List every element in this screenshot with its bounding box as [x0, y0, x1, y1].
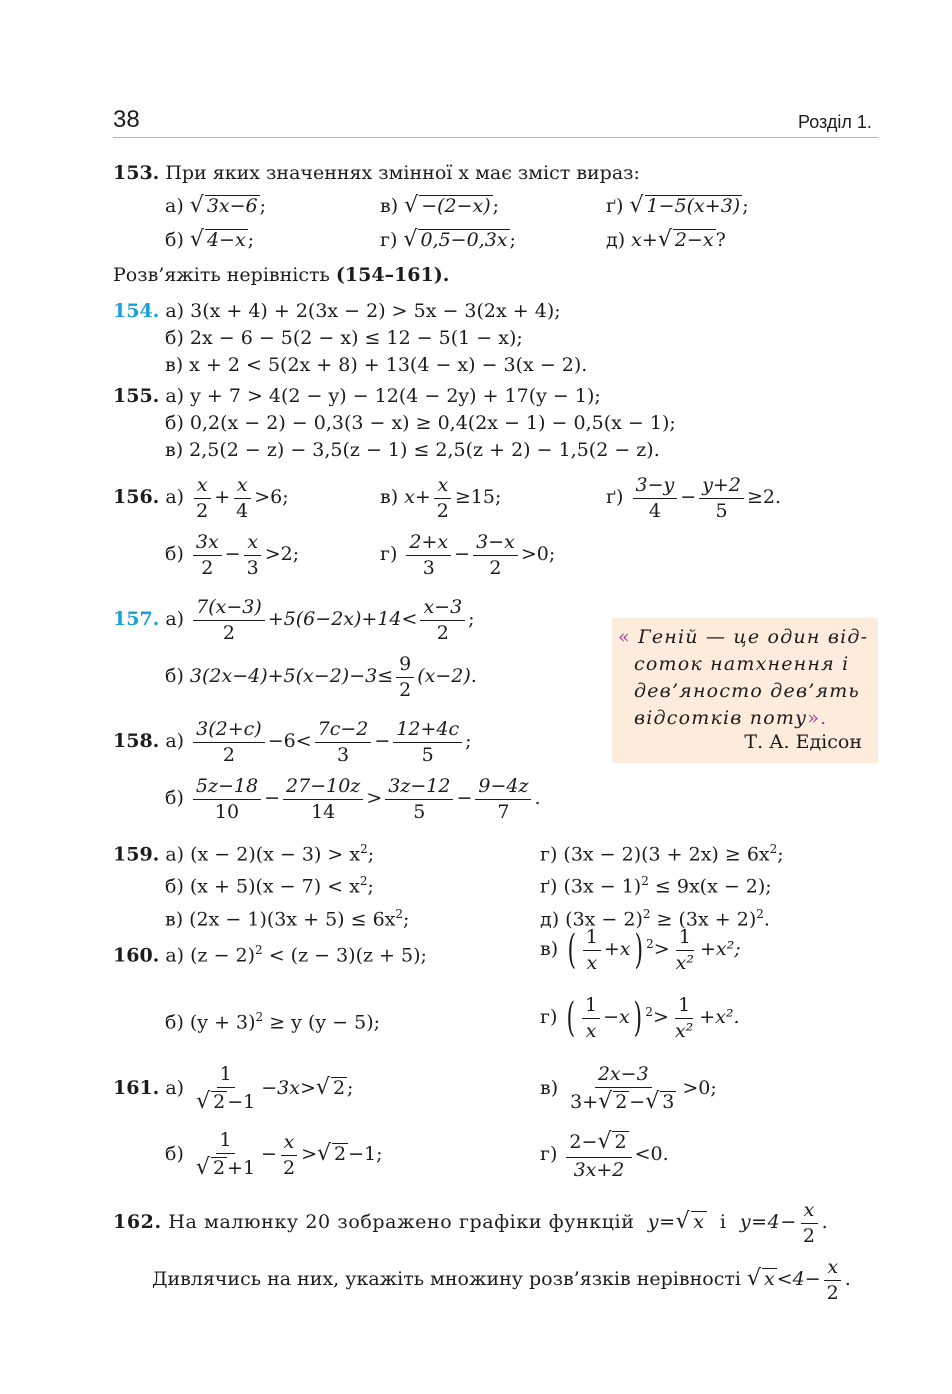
math-token: 3x: [193, 530, 222, 556]
radicand: −(2−x): [421, 195, 491, 217]
fraction: [473, 530, 518, 580]
fraction: [566, 1128, 631, 1182]
fraction: [193, 530, 222, 580]
math-token: 4: [236, 499, 249, 522]
item-154-a: а) 3(x + 4) + 2(3x − 2) > 5x − 3(2x + 4);: [165, 300, 561, 322]
problem-number: 153.: [113, 162, 160, 184]
problem-160-b: [165, 1010, 380, 1033]
quote-line: дев’яносто дев’ять: [634, 680, 860, 702]
fraction: [406, 530, 451, 580]
item-161-g: [540, 1128, 669, 1182]
radical: √: [675, 1209, 691, 1235]
math-token: ≥ y (y − 5);: [263, 1011, 381, 1034]
fraction: [385, 774, 453, 824]
instruction: [113, 264, 449, 286]
item-label: а): [165, 195, 184, 217]
item-label: б): [165, 1143, 184, 1166]
item-label: г): [380, 229, 398, 251]
math-token: x²: [674, 1019, 694, 1042]
math-token: ;: [465, 730, 472, 753]
fraction: [393, 717, 462, 767]
math-token: 4: [648, 499, 661, 522]
math-token: 2: [201, 556, 214, 579]
math-token: 2: [360, 842, 368, 856]
fraction: [280, 1130, 298, 1180]
math-token: +x²;: [700, 938, 741, 961]
math-token: 2−: [569, 1131, 598, 1153]
item-156-gg: [606, 473, 781, 523]
fraction: [633, 473, 678, 523]
item-label: а): [165, 730, 185, 753]
math-token: >: [366, 787, 383, 810]
math-token: 3−y: [633, 473, 678, 499]
paren: (: [566, 995, 576, 1042]
math-token: 14: [311, 800, 336, 823]
punct: ;: [492, 195, 500, 217]
math-token: ≥ (3x + 2): [650, 907, 757, 930]
math-token: 2: [212, 1156, 226, 1179]
item-156-g: [380, 530, 555, 580]
instruction-range: (154–161).: [335, 264, 450, 286]
math-token: −1: [227, 1090, 256, 1113]
math-token: 1: [583, 925, 601, 951]
math-token: ≤ 9x(x − 2);: [648, 875, 772, 898]
math-token: x: [764, 1268, 775, 1291]
paren: ): [634, 927, 643, 974]
math-token: >: [301, 1143, 317, 1166]
math-token: y=4−: [739, 1211, 797, 1234]
fraction: [800, 1198, 819, 1248]
math-token: 2: [769, 842, 778, 856]
item-label: г): [540, 1006, 558, 1029]
fraction: [193, 1062, 258, 1116]
item-label: г): [540, 1143, 558, 1166]
problem-159-left: [113, 836, 409, 933]
fraction: [233, 473, 251, 523]
math-token: 2: [255, 943, 263, 957]
radical: √: [629, 193, 644, 218]
math-token: 2: [334, 1143, 347, 1166]
math-token: 2: [213, 1090, 226, 1113]
item-159-d: д) (3x − 2): [540, 907, 643, 930]
item-153-v: [380, 193, 499, 218]
math-token: +x: [603, 938, 631, 961]
problem-number: 158.: [113, 730, 160, 753]
item-160-g: [540, 993, 740, 1043]
problem-153-header: [113, 162, 640, 184]
punct: ;: [247, 229, 255, 251]
quote-close-mark: ».: [807, 707, 828, 729]
instruction-text: Розв’яжіть нерівність: [113, 264, 336, 286]
radical: √: [189, 193, 204, 218]
fraction: [475, 774, 531, 824]
item-label: а): [165, 486, 185, 509]
math-token: −3x>: [261, 1077, 316, 1100]
problem-text: На малюнку 20 зображено графіки функцій: [168, 1211, 635, 1234]
problem-number: 156.: [113, 486, 160, 509]
math-token: x−3: [420, 595, 465, 621]
math-token: 3z−12: [385, 774, 453, 800]
quote-line: Геній — це один від-: [638, 626, 869, 648]
item-156-b: [165, 530, 299, 580]
item-160-a: а) (z − 2): [165, 944, 256, 967]
radical: √: [316, 1141, 332, 1167]
radical: √: [189, 227, 204, 252]
math-token: x: [585, 1019, 597, 1042]
math-token: 12+4c: [393, 717, 462, 743]
math-token: x: [586, 951, 598, 974]
math-token: 2: [489, 556, 502, 579]
math-token: ≥15;: [454, 486, 502, 509]
item-label: г): [380, 543, 398, 566]
fraction: [315, 717, 372, 767]
math-token: ≥2.: [746, 486, 781, 509]
quote-author: Т. А. Едісон: [744, 731, 862, 753]
item-160-v: [540, 925, 741, 975]
math-token: .: [821, 1211, 829, 1234]
math-token: <4−: [776, 1268, 821, 1291]
math-token: 3(2x−4)+5(x−2)−3≤: [189, 665, 394, 688]
math-token: 5: [715, 499, 728, 522]
problem-155: [113, 383, 676, 464]
fraction: [699, 473, 744, 523]
math-token: +1: [227, 1156, 256, 1179]
problem-number: 162.: [113, 1211, 162, 1234]
fraction: [824, 1255, 842, 1305]
math-token: 7(x−3): [193, 595, 265, 621]
math-token: 2+x: [406, 530, 451, 556]
item-158-b: [165, 774, 541, 824]
radical: √: [645, 1088, 660, 1114]
item-159-g: г) (3x − 2)(3 + 2x) ≥ 6x: [540, 843, 770, 866]
radicand: 3x−6: [206, 195, 258, 217]
radical: √: [315, 1075, 330, 1101]
math-token: 2: [826, 1281, 839, 1304]
radical: √: [196, 1088, 211, 1114]
radical: √: [657, 227, 672, 252]
math-token: x: [801, 1198, 818, 1224]
item-label: б): [165, 787, 184, 810]
math-token: 3: [336, 743, 350, 766]
math-token: 3+: [570, 1090, 599, 1113]
problem-156-row1: [113, 473, 289, 523]
radical: √: [598, 1088, 613, 1114]
math-token: 7: [497, 800, 510, 823]
problem-160-a: [113, 943, 427, 966]
problem-text: Дивлячись на них, укажіть множину розв’язків нерівності: [152, 1268, 741, 1291]
math-token: −x: [603, 1006, 630, 1029]
math-token: 2: [399, 678, 412, 701]
math-token: x: [194, 473, 211, 499]
punct: ?: [715, 229, 726, 251]
item-159-b: б) (x + 5)(x − 7) < x: [165, 875, 360, 898]
item-label: а): [165, 608, 185, 631]
problem-number: 155.: [113, 385, 160, 407]
expr: x+: [631, 229, 658, 251]
problem-number: 160.: [113, 944, 160, 967]
math-token: 2: [222, 743, 235, 766]
fraction: [673, 925, 697, 975]
radicand: 2−x: [674, 229, 714, 251]
radical: √: [404, 193, 419, 218]
math-token: 1: [217, 1062, 235, 1088]
item-label: б): [165, 665, 184, 688]
item-161-v: [540, 1062, 717, 1116]
item-156-v: [380, 473, 501, 523]
fraction: [434, 473, 452, 523]
math-token: +5(6−2x)+14<: [267, 608, 418, 631]
item-161-b: [165, 1128, 383, 1182]
item-label: ґ): [606, 195, 624, 217]
math-token: >0;: [520, 543, 556, 566]
item-label: в): [540, 1077, 559, 1100]
math-token: −: [680, 486, 697, 509]
punct: ;: [742, 195, 749, 217]
fraction: [672, 993, 696, 1043]
math-token: 1: [675, 993, 693, 1019]
math-token: 7c−2: [315, 717, 372, 743]
math-token: x: [234, 473, 251, 499]
math-token: 2: [436, 499, 449, 522]
math-token: 2: [756, 906, 764, 921]
math-token: −: [224, 543, 241, 566]
quote-line: відсотків поту: [634, 707, 808, 729]
math-token: 2: [255, 1010, 264, 1024]
fraction: [193, 717, 265, 767]
math-token: 3x+2: [573, 1158, 625, 1181]
problem-157-a: [113, 595, 475, 645]
radicand: 0,5−0,3x: [420, 229, 508, 251]
math-token: 3: [422, 556, 435, 579]
paren: (: [567, 927, 577, 974]
math-token: 2: [196, 499, 209, 522]
fraction: [420, 595, 465, 645]
punct: ;: [259, 195, 267, 217]
item-153-a: [165, 193, 266, 218]
math-token: −: [629, 1090, 646, 1113]
math-token: < (z − 3)(z + 5);: [262, 944, 427, 967]
radical: √: [597, 1129, 612, 1154]
math-token: і: [719, 1211, 727, 1234]
math-token: 2x−3: [595, 1062, 652, 1088]
item-153-gg: [606, 193, 749, 218]
math-token: y=: [647, 1211, 676, 1234]
fraction: [567, 1062, 679, 1116]
radicand: 1−5(x+3): [646, 195, 741, 217]
math-token: 1: [582, 993, 600, 1019]
radical: √: [746, 1266, 761, 1292]
math-token: +x².: [699, 1006, 740, 1029]
math-token: 9−4z: [475, 774, 531, 800]
item-160-b: б) (y + 3): [165, 1011, 256, 1034]
math-token: ;: [347, 1077, 354, 1100]
chapter-label: Розділ 1.: [798, 112, 872, 132]
fraction: [582, 993, 600, 1043]
math-token: x: [244, 530, 261, 556]
math-token: +: [214, 486, 231, 509]
math-token: .: [844, 1268, 851, 1291]
item-153-d: [606, 227, 726, 252]
fraction: [193, 473, 211, 523]
math-token: −: [374, 730, 391, 753]
math-token: 3: [662, 1090, 675, 1113]
math-token: 1: [676, 925, 694, 951]
math-token: 5: [421, 743, 434, 766]
item-label: ґ): [606, 486, 624, 509]
math-token: 2: [615, 1090, 628, 1113]
math-token: 5: [413, 800, 426, 823]
problem-154: [113, 298, 587, 379]
problem-number: 157.: [113, 608, 160, 631]
quote-line: соток натхнення і: [634, 653, 850, 675]
problem-159-right: [540, 836, 784, 933]
math-token: 2: [395, 906, 404, 921]
math-token: (x−2).: [417, 665, 477, 688]
fraction: [583, 925, 601, 975]
math-token: x+: [404, 486, 431, 509]
math-token: x: [693, 1211, 705, 1234]
problem-161-a: [113, 1062, 353, 1116]
math-token: −6<: [267, 730, 312, 753]
math-token: 5z−18: [193, 774, 261, 800]
problem-number: 161.: [113, 1077, 160, 1100]
radical: √: [195, 1154, 210, 1180]
fraction: [283, 774, 363, 824]
math-token: x: [434, 473, 451, 499]
item-label: а): [165, 1077, 185, 1100]
problem-162-line2: [152, 1255, 851, 1305]
math-token: .: [534, 787, 541, 810]
punct: ;: [509, 229, 516, 251]
math-token: x: [824, 1255, 841, 1281]
math-token: 2: [332, 1077, 346, 1100]
math-token: 2: [646, 936, 654, 951]
math-token: 2: [614, 1131, 627, 1153]
math-token: ;: [468, 608, 475, 631]
math-token: >6;: [254, 486, 289, 509]
math-token: x: [281, 1130, 298, 1156]
math-token: −: [261, 1143, 277, 1166]
math-token: 2: [359, 874, 368, 889]
math-token: −1;: [348, 1143, 383, 1166]
math-token: 9: [396, 652, 414, 678]
math-token: y+2: [699, 473, 744, 499]
item-159-a: а) (x − 2)(x − 3) > x: [165, 843, 361, 866]
math-token: 2: [645, 1004, 654, 1019]
paren: ): [633, 995, 642, 1042]
item-155-a: а) y + 7 > 4(2 − y) − 12(4 − 2y) + 17(y − 1);: [165, 385, 601, 407]
math-token: 2: [436, 621, 449, 644]
item-154-b: б) 2x − 6 − 5(2 − x) ≤ 12 − 5(1 − x);: [165, 327, 523, 349]
item-153-b: [165, 227, 254, 252]
item-label: в): [380, 195, 399, 217]
problem-number: 154.: [113, 300, 160, 322]
page-number: 38: [113, 106, 140, 133]
math-token: 3−x: [473, 530, 518, 556]
item-label: в): [380, 486, 399, 509]
item-157-b: [165, 652, 477, 702]
math-token: <0.: [634, 1143, 669, 1166]
problem-162-line1: [113, 1198, 828, 1248]
fraction: [244, 530, 262, 580]
math-token: 3: [246, 556, 259, 579]
radicand: 4−x: [206, 229, 246, 251]
radical: √: [403, 227, 418, 252]
item-label: б): [165, 543, 184, 566]
problem-text: При яких значеннях змінної x має зміст вираз:: [165, 162, 640, 184]
fraction: [396, 652, 414, 702]
quote-box: [612, 618, 878, 763]
problem-number: 159.: [113, 843, 160, 866]
header-rule: [113, 137, 878, 138]
item-154-v: в) x + 2 < 5(2x + 8) + 13(4 − x) − 3(x − 2).: [165, 354, 588, 376]
math-token: 2: [282, 1156, 296, 1179]
item-159-gg: ґ) (3x − 1): [540, 875, 642, 898]
math-token: 3(2+c): [193, 717, 265, 743]
math-token: −: [264, 787, 281, 810]
math-token: >: [653, 938, 670, 961]
math-token: 2: [222, 621, 235, 644]
item-155-v: в) 2,5(2 − z) − 3,5(z − 1) ≤ 2,5(z + 2) − 1,5(2 − z).: [165, 439, 660, 461]
math-token: −: [454, 543, 471, 566]
fraction: [193, 774, 261, 824]
math-token: x²: [675, 951, 695, 974]
math-token: ;: [777, 843, 784, 866]
math-token: >2;: [264, 543, 300, 566]
item-label: д): [606, 229, 626, 251]
item-label: б): [165, 229, 184, 251]
math-token: 2: [641, 874, 649, 889]
item-153-g: [380, 227, 516, 252]
problem-158-a: [113, 717, 472, 767]
math-token: 1: [216, 1128, 234, 1154]
quote-open-mark: «: [618, 626, 631, 648]
math-token: >0;: [682, 1077, 717, 1100]
fraction: [193, 1128, 258, 1182]
math-token: −: [456, 787, 473, 810]
math-token: ;: [367, 843, 375, 866]
math-token: .: [763, 907, 770, 930]
item-159-v: в) (2x − 1)(3x + 5) ≤ 6x: [165, 907, 396, 930]
item-155-b: б) 0,2(x − 2) − 0,3(3 − x) ≥ 0,4(2x − 1) − 0,5(x − 1);: [165, 412, 676, 434]
math-token: ;: [367, 875, 374, 898]
math-token: >: [653, 1006, 669, 1029]
math-token: 2: [802, 1224, 816, 1247]
math-token: ;: [403, 907, 410, 930]
math-token: 2: [642, 906, 651, 921]
fraction: [193, 595, 265, 645]
item-label: в): [540, 938, 559, 961]
math-token: 27−10z: [283, 774, 363, 800]
math-token: 10: [214, 800, 240, 823]
